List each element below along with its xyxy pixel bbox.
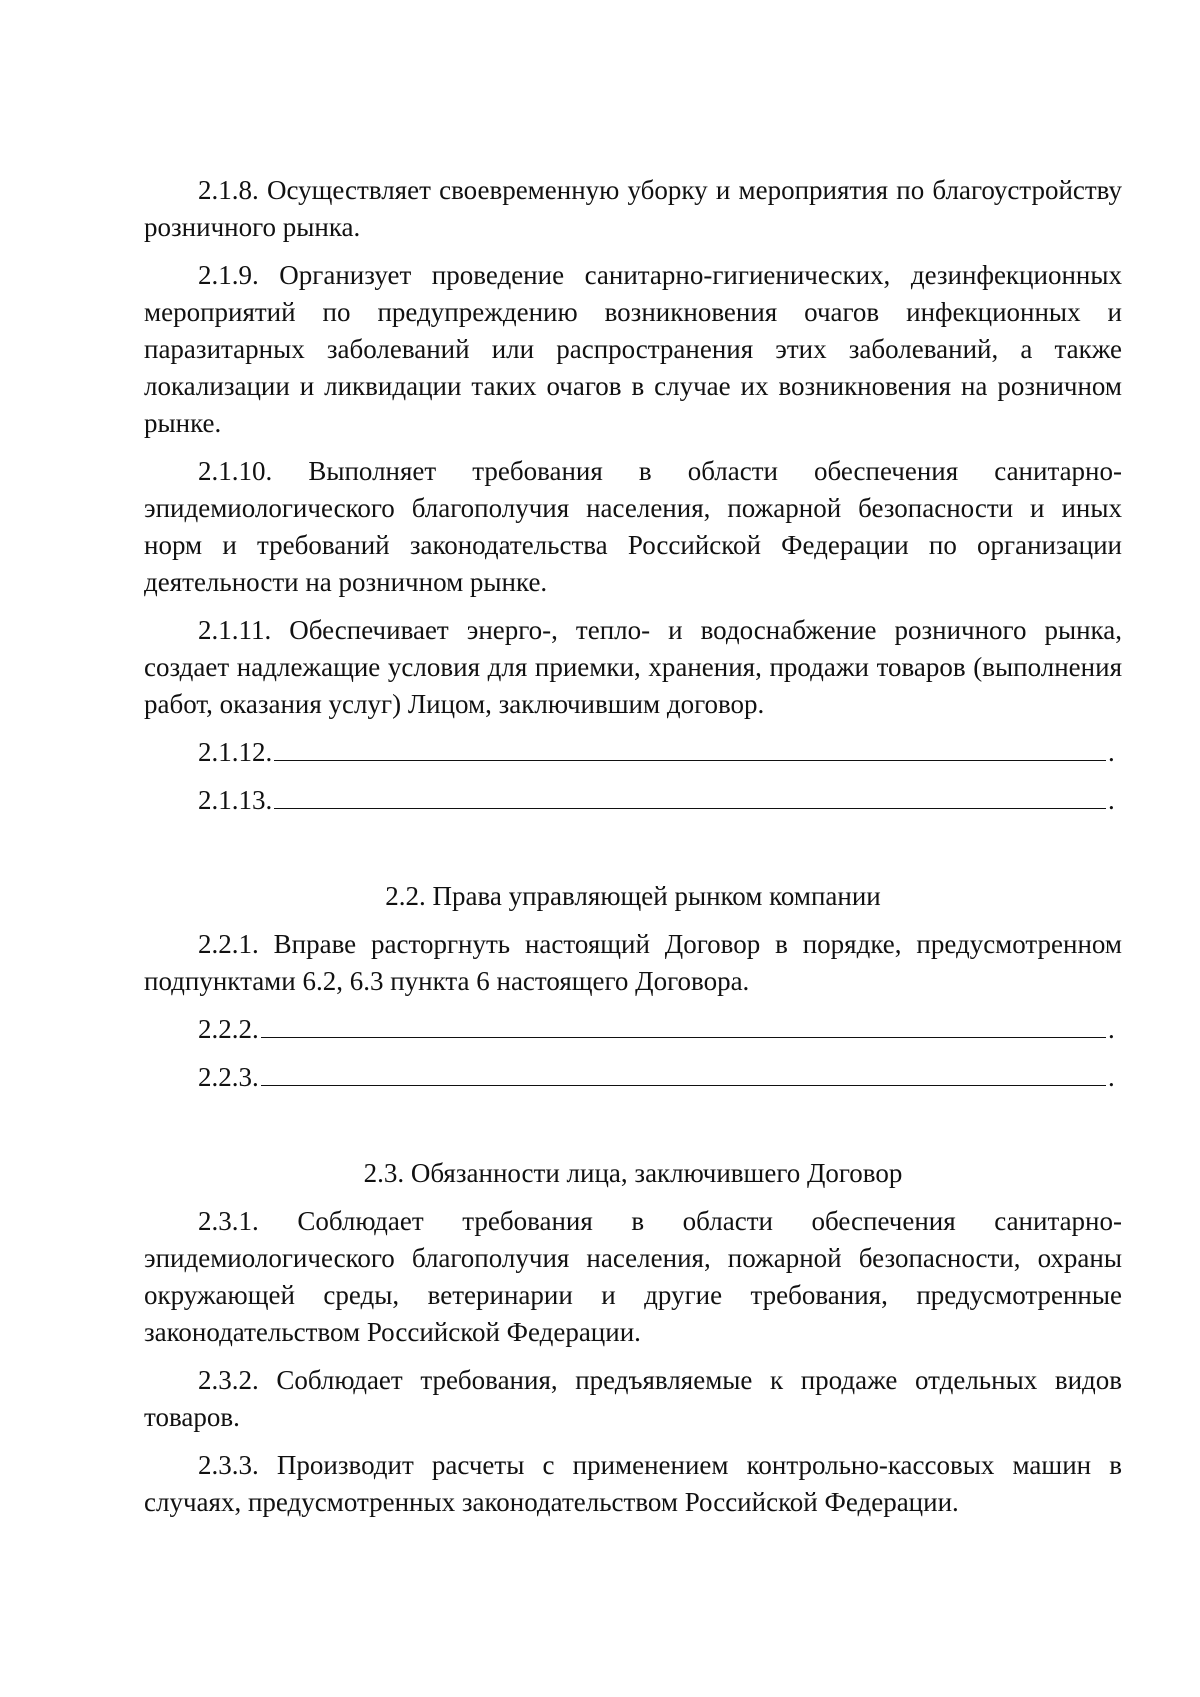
clause-2-3-2: 2.3.2. Соблюдает требования, предъявляемые к продаже отдельных видов товаров.: [144, 1365, 1122, 1432]
document-page: [144, 172, 1122, 1532]
section-heading-2-3: 2.3. Обязанности лица, заключившего Договор: [363, 1158, 903, 1188]
clause-number: 2.1.13.: [198, 785, 273, 815]
clause-2-2-3-blank: [144, 1059, 1122, 1096]
section-spacer: [144, 830, 1122, 878]
clause-2-1-12-blank: [144, 734, 1122, 771]
clause-2-1-8: 2.1.8. Осуществляет своевременную уборку и мероприятия по благоустройству розничного рынка.: [144, 175, 1122, 242]
section-heading-2-2: 2.2. Права управляющей рынком компании: [385, 881, 881, 911]
clause-number: 2.1.12.: [198, 737, 273, 767]
line-end-period: .: [1108, 1062, 1115, 1092]
line-end-period: .: [1108, 737, 1115, 767]
line-end-period: .: [1108, 1014, 1115, 1044]
clause-2-1-9: 2.1.9. Организует проведение санитарно-гигиенических, дезинфекционных мероприятий по предупреждению возникновения очагов инфекционных и паразитарных заболеваний или распространения этих заболеваний, а также локализации и ликвидации таких очагов в случае их возникновения на розничном рынке.: [144, 260, 1122, 438]
clause-2-1-13-blank: [144, 782, 1122, 819]
fill-in-line: [261, 1011, 1106, 1038]
clause-2-2-2-blank: [144, 1011, 1122, 1048]
clause-2-3-1: 2.3.1. Соблюдает требования в области обеспечения санитарно-эпидемиологического благополучия населения, пожарной безопасности, охраны окружающей среды, ветеринарии и другие требования, предусмотренные законодательством Российской Федерации.: [144, 1206, 1122, 1347]
fill-in-line: [274, 782, 1106, 809]
clause-number: 2.2.2.: [198, 1014, 259, 1044]
clause-2-2-1: 2.2.1. Вправе расторгнуть настоящий Договор в порядке, предусмотренном подпунктами 6.2, 6.3 пункта 6 настоящего Договора.: [144, 929, 1122, 996]
fill-in-line: [274, 734, 1106, 761]
clause-number: 2.2.3.: [198, 1062, 259, 1092]
fill-in-line: [261, 1059, 1106, 1086]
clause-2-1-11: 2.1.11. Обеспечивает энерго-, тепло- и водоснабжение розничного рынка, создает надлежащие условия для приемки, хранения, продажи товаров (выполнения работ, оказания услуг) Лицом, заключившим договор.: [144, 615, 1122, 719]
clause-2-1-10: 2.1.10. Выполняет требования в области обеспечения санитарно-эпидемиологического благополучия населения, пожарной безопасности и иных норм и требований законодательства Российской Федерации по организации деятельности на розничном рынке.: [144, 456, 1122, 597]
section-spacer: [144, 1107, 1122, 1155]
line-end-period: .: [1108, 785, 1115, 815]
clause-2-3-3: 2.3.3. Производит расчеты с применением контрольно-кассовых машин в случаях, предусмотренных законодательством Российской Федерации.: [144, 1450, 1122, 1517]
